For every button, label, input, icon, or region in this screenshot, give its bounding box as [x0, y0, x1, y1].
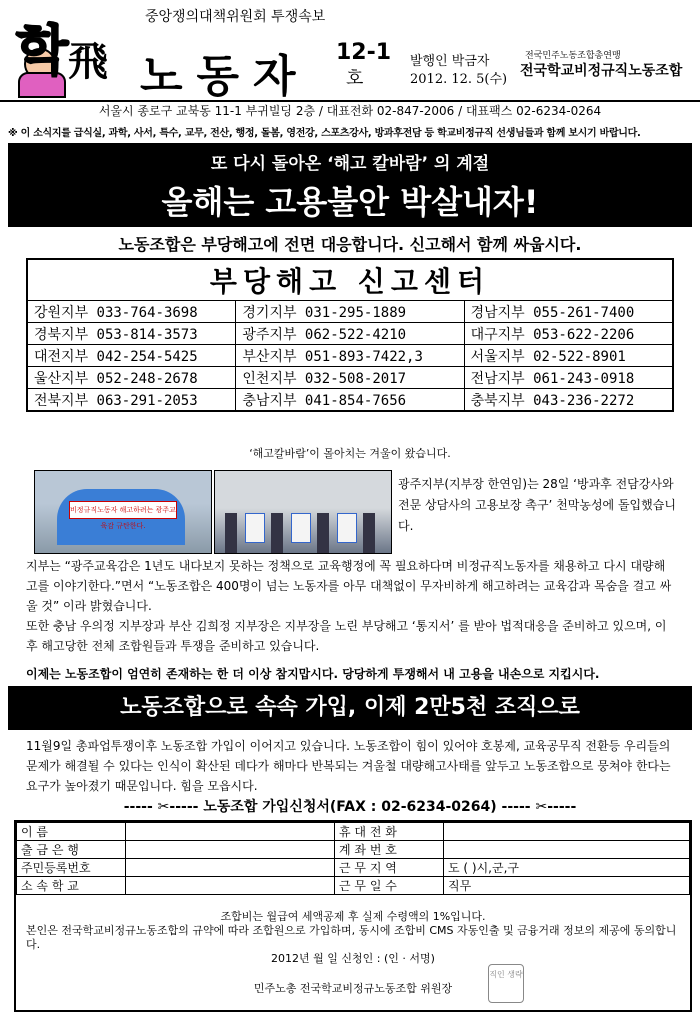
headline-sub: 또 다시 돌아온 ‘해고 칼바람’ 의 계절: [210, 154, 490, 174]
form-label: 근 무 지 역: [335, 859, 444, 877]
report-center-table: [26, 258, 674, 412]
logo: [6, 6, 126, 94]
form-label: 근 무 일 수: [335, 877, 444, 895]
table-cell: 강원지부 033-764-3698: [27, 301, 236, 323]
form-row: [17, 823, 690, 841]
publisher: 발행인 박금자: [410, 54, 490, 69]
table-cell: 충남지부 041-854-7656: [236, 389, 464, 412]
headline-banner: [8, 143, 692, 227]
table-row: [27, 367, 673, 389]
table-heading: 부당해고 신고센터: [27, 259, 673, 301]
person-figure: [271, 513, 283, 553]
table-cell: 대구지부 053-622-2206: [464, 323, 673, 345]
table-cell: 경북지부 053-814-3573: [27, 323, 236, 345]
newsletter-title: 노동자: [140, 51, 310, 102]
form-label: 계 좌 번 호: [335, 841, 444, 859]
masthead: [0, 0, 700, 102]
dismissal-paragraph: 또한 충남 우의정 지부장과 부산 김희정 지부장은 지부장을 노린 부당해고 ‘통지서’ 를 받아 법적대응을 준비하고 있으며, 이후 해고당한 전체 조합원들과 투쟁을 준비하고 있습니다.: [26, 619, 667, 653]
issue-number: 12-1: [336, 40, 392, 65]
issue-unit: 호: [346, 68, 364, 89]
signature-date-line[interactable]: 2012년 월 일 신청인 : (인 · 서명): [271, 952, 435, 965]
reader-notice: ※ 이 소식지를 급식실, 과학, 사서, 특수, 교무, 전산, 행정, 돌봄, 영전강, 스포츠강사, 방과후전담 등 학교비정규직 선생님들과 함께 보시기 바랍니다.: [8, 128, 641, 139]
membership-application-form: [14, 820, 692, 1012]
form-row: [17, 841, 690, 859]
phone-field[interactable]: [444, 823, 690, 841]
membership-paragraph: 11월9일 총파업투쟁이후 노동조합 가입이 이어지고 있습니다. 노동조합이 힘이 있어야 호봉제, 교육공무직 전환등 우리들의 문제가 해결될 수 있다는 인식이 확산된 데다가 해마다 반복되는 겨울철 대량해고사태를 앞두고 노동조합으로 뭉쳐야 한다는 요구가 높아졌기 때문입니다. 힘을 모읍시다.: [26, 739, 671, 793]
picket-sign: [291, 513, 311, 543]
publisher-line: 중앙쟁의대책위원회 투쟁속보: [145, 9, 326, 25]
protest-crowd-photo: [214, 470, 392, 554]
table-row: [27, 301, 673, 323]
form-cut-line: ----- ✂----- 노동조합 가입신청서(FAX : 02-6234-0264) ----- ✂-----: [123, 799, 577, 815]
membership-banner: 노동조합으로 속속 가입, 이제 2만5천 조직으로: [8, 686, 692, 730]
form-label: 소 속 학 교: [17, 877, 126, 895]
address-line: 서울시 종로구 교북동 11-1 부귀빌딩 2층 / 대표전화 02-847-2006 / 대표팩스 02-6234-0264: [98, 104, 602, 118]
form-row: [17, 859, 690, 877]
person-figure: [317, 513, 329, 553]
table-row: [27, 389, 673, 412]
table-cell: 경남지부 055-261-7400: [464, 301, 673, 323]
account-field[interactable]: [444, 841, 690, 859]
issue-date: 2012. 12. 5(수): [410, 72, 508, 87]
name-field[interactable]: [126, 823, 335, 841]
table-cell: 경기지부 031-295-1889: [236, 301, 464, 323]
logo-bi: 飛: [68, 38, 108, 85]
call-to-action: 이제는 노동조합이 엄연히 존재하는 한 더 이상 참지맙시다. 당당하게 투쟁해서 내 고용을 내손으로 지킵시다.: [26, 667, 600, 681]
union-name: 전국학교비정규직노동조합: [520, 63, 683, 79]
form-label: 휴 대 전 화: [335, 823, 444, 841]
logo-hak: 학: [16, 18, 65, 82]
id-number-field[interactable]: [126, 859, 335, 877]
table-row: [27, 323, 673, 345]
workdays-job-field[interactable]: 직무: [444, 877, 690, 895]
table-cell: 전북지부 063-291-2053: [27, 389, 236, 412]
consent-text: 본인은 전국학교비정규노동조합의 규약에 따라 조합원으로 가입하며, 동시에 조합비 CMS 자동인출 및 금융거래 정보의 제공에 동의합니다.: [26, 924, 677, 951]
table-cell: 광주지부 062-522-4210: [236, 323, 464, 345]
region-field[interactable]: 도 ( )시,군,구: [444, 859, 690, 877]
table-row: [27, 345, 673, 367]
bank-field[interactable]: [126, 841, 335, 859]
person-figure: [363, 513, 375, 553]
protest-tent-photo: [34, 470, 212, 554]
table-cell: 인천지부 032-508-2017: [236, 367, 464, 389]
statement-paragraph: 지부는 “광주교육감은 1년도 내다보지 못하는 정책으로 교육행정에 꼭 필요하다며 비정규직노동자를 채용하고 다시 대량해고를 이야기한다.”면서 “노동조합은 400명이 넘는 노동자를 아무 대책없이 무자비하게 해고하려는 교육감과 목숨을 걸고 싸울 것” 이라 밝혔습니다.: [26, 559, 672, 613]
picket-sign: [245, 513, 265, 543]
section-caption: ‘해고칼바람’이 몰아치는 겨울이 왔습니다.: [249, 447, 451, 460]
subtitle: 노동조합은 부당해고에 전면 대응합니다. 신고해서 함께 싸웁시다.: [118, 235, 582, 254]
union-chair-line: 민주노총 전국학교비정규노동조합 위원장: [253, 982, 453, 995]
table-cell: 울산지부 052-248-2678: [27, 367, 236, 389]
form-label: 이 름: [17, 823, 126, 841]
table-cell: 전남지부 061-243-0918: [464, 367, 673, 389]
table-cell: 서울지부 02-522-8901: [464, 345, 673, 367]
fee-note: 조합비는 월급여 세액공제 후 실제 수령액의 1%입니다.: [220, 910, 486, 923]
tent-banner-text: 비정규직노동자 해고하려는 광주교육감 규탄한다.: [69, 501, 177, 519]
picket-sign: [337, 513, 357, 543]
form-label: 출 금 은 행: [17, 841, 126, 859]
table-cell: 부산지부 051-893-7422,3: [236, 345, 464, 367]
seal-stamp: 직인 생략: [488, 964, 524, 1003]
headline-main: 올해는 고용불안 박살내자!: [161, 183, 539, 221]
table-cell: 충북지부 043-236-2272: [464, 389, 673, 412]
gwangju-report: 광주지부(지부장 한연임)는 28일 ‘방과후 전담강사와 전문 상담사의 고용보장 촉구’ 천막농성에 돌입했습니다.: [398, 477, 676, 533]
federation-name: 전국민주노동조합총연맹: [525, 51, 621, 61]
table-cell: 대전지부 042-254-5425: [27, 345, 236, 367]
form-row: [17, 877, 690, 895]
form-label: 주민등록번호: [17, 859, 126, 877]
person-figure: [225, 513, 237, 553]
form-table: [16, 822, 690, 895]
school-field[interactable]: [126, 877, 335, 895]
